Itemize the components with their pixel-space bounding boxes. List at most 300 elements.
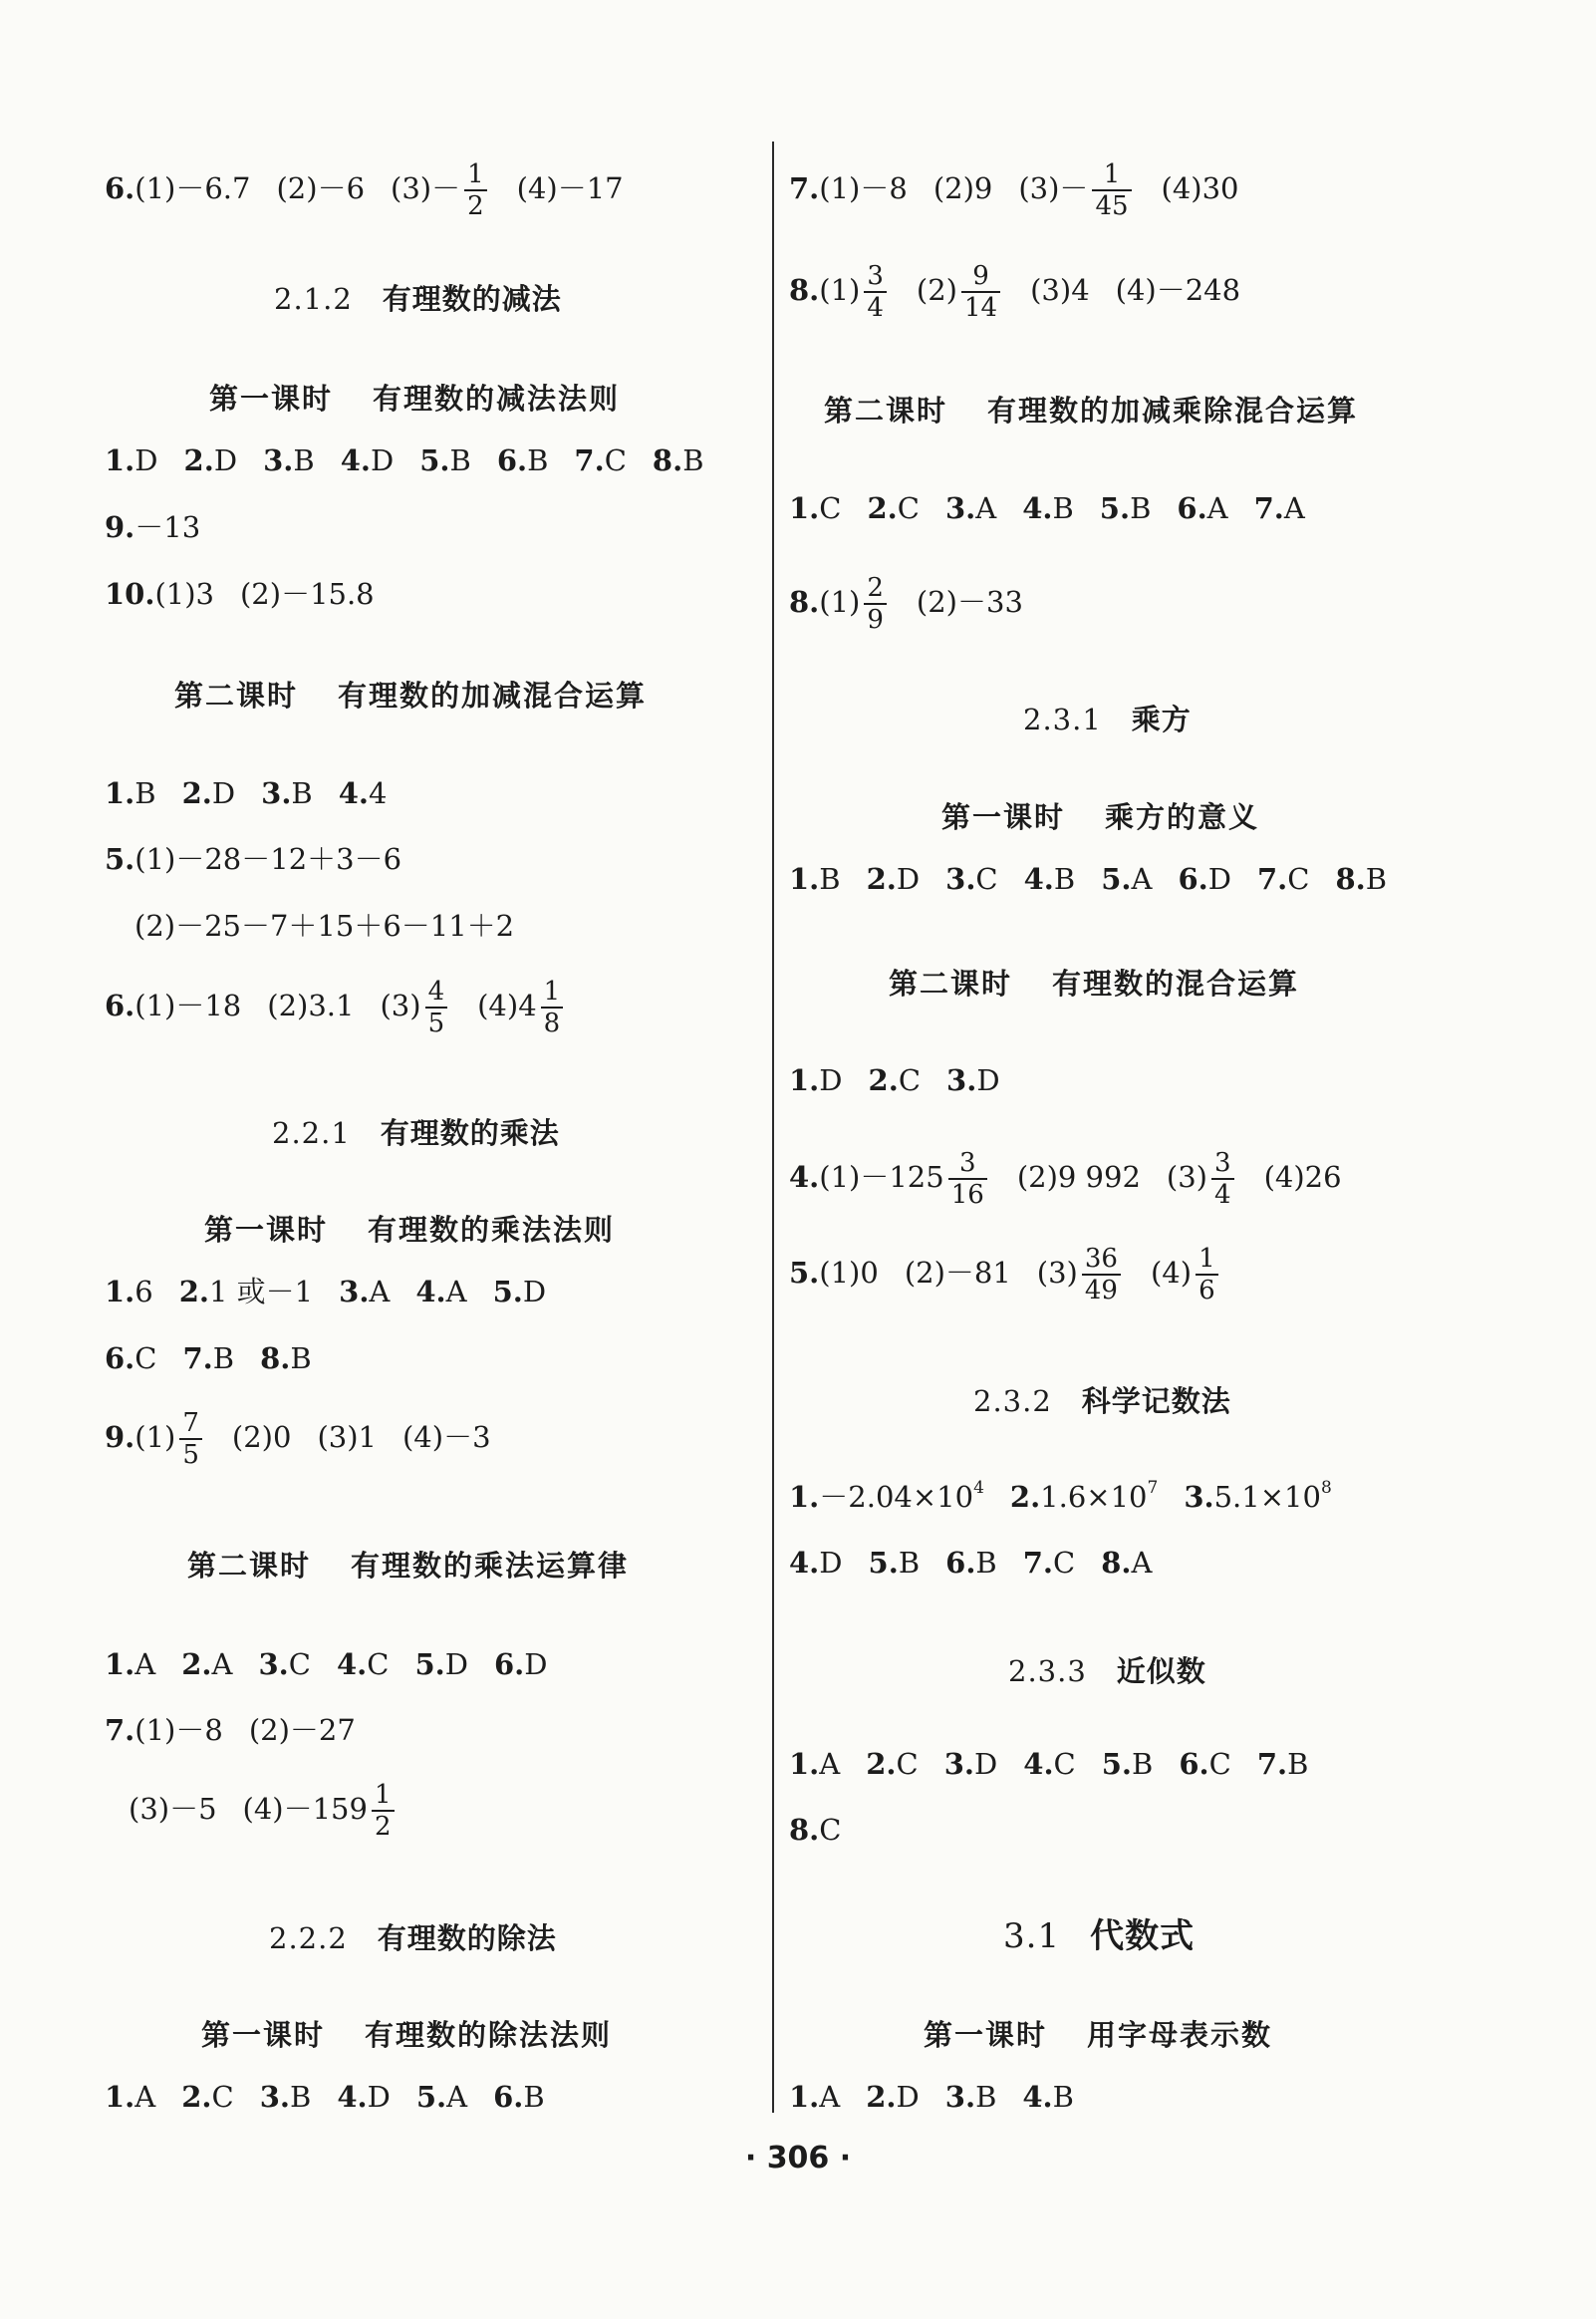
answer-item (337, 2080, 391, 2114)
answer-value: C (288, 1647, 311, 1681)
answer-line-l10 (105, 1340, 312, 1376)
answer-item (339, 776, 388, 810)
answer-part: C (819, 1813, 842, 1847)
answer-part: (3) (1166, 1160, 1208, 1194)
numerator: 36 (1084, 1244, 1118, 1274)
section-heading-3-1 (1003, 1908, 1195, 1957)
question-number: 5. (492, 1275, 523, 1308)
answer-value: B (819, 862, 841, 896)
answer-line-r8 (789, 1244, 1222, 1305)
answer-line-r9 (789, 1479, 1332, 1515)
answer-value: C (897, 491, 920, 525)
answer-value: B (1053, 862, 1076, 896)
answer-item (789, 1546, 843, 1580)
lesson-title: 乘方的意义 (1105, 800, 1260, 834)
fraction (1211, 1148, 1234, 1210)
answer-item (866, 2080, 920, 2114)
answer-value: D (896, 862, 921, 896)
answer-value: B (975, 2080, 997, 2114)
denominator: 5 (179, 1438, 202, 1470)
answer-item (1022, 491, 1074, 525)
answer-part: (2) (916, 273, 958, 307)
answer-part: (1)－6.7 (134, 171, 251, 205)
answer-value: B (290, 1341, 312, 1375)
section-number: 3.1 (1003, 1916, 1061, 1956)
answer-item (182, 1341, 234, 1375)
question-number: 4. (338, 776, 370, 810)
question-number: 2. (868, 1063, 899, 1097)
question-number: 1. (789, 1747, 820, 1781)
answer-item (258, 1647, 310, 1681)
question-number: 5. (1099, 491, 1131, 525)
answer-value: B (293, 443, 315, 477)
numerator: 2 (867, 573, 884, 603)
question-number: 4. (789, 1546, 820, 1580)
answer-item (945, 862, 997, 896)
section-heading-2-3-1 (1023, 698, 1192, 738)
question-number: 8. (1335, 862, 1366, 896)
numerator: 1 (1103, 159, 1121, 189)
lesson-label: 第一课时 (201, 2018, 326, 2052)
answer-value: A (446, 2080, 468, 2114)
answer-item (945, 1546, 997, 1580)
fraction (464, 159, 487, 221)
answer-item (1257, 1747, 1309, 1781)
answer-item (263, 443, 315, 477)
answer-item (337, 1647, 389, 1681)
answer-part: (2)3.1 (267, 989, 355, 1022)
answer-value: D (367, 2080, 391, 2114)
answer-value: C (1287, 862, 1310, 896)
denominator: 45 (1092, 189, 1131, 221)
answer-item (497, 443, 549, 477)
answer-line-l12 (105, 1646, 548, 1682)
question-number: 6. (945, 1546, 976, 1580)
answer-item (182, 776, 236, 810)
page-number-dot: · (744, 2141, 757, 2175)
answer-item (1023, 1546, 1075, 1580)
lesson-label: 第二课时 (824, 394, 948, 428)
lesson-heading (209, 377, 620, 418)
answer-part: (1) (819, 273, 861, 307)
section-title: 科学记数法 (1081, 1384, 1231, 1418)
answer-item (105, 443, 158, 477)
answer-part: (1)－8 (819, 171, 908, 205)
lesson-title: 有理数的乘法运算律 (351, 1549, 630, 1583)
question-number: 7. (574, 443, 605, 477)
answer-value: A (134, 2080, 156, 2114)
answer-value: D (524, 1647, 548, 1681)
answer-item (415, 1275, 466, 1308)
answer-item (419, 443, 471, 477)
answer-line-r3 (789, 490, 1305, 526)
answer-item (653, 443, 704, 477)
answer-item (789, 491, 841, 525)
fraction (864, 261, 887, 323)
answer-part: (2)－33 (916, 585, 1023, 619)
answer-part: (1)－8 (134, 1713, 223, 1747)
answer-item (789, 1747, 840, 1781)
answer-item (105, 776, 156, 810)
answer-part: (4)－3 (401, 1420, 491, 1454)
answer-part: (4) (1150, 1256, 1193, 1290)
question-number: 1. (789, 1063, 820, 1097)
answer-item (1179, 1747, 1230, 1781)
answer-part: (4)26 (1263, 1160, 1342, 1194)
question-number: 3. (339, 1275, 370, 1308)
question-number: 3. (263, 443, 294, 477)
numerator: 3 (867, 261, 884, 291)
question-number: 2. (866, 1747, 897, 1781)
answer-part: (2)9 992 (1016, 1160, 1141, 1194)
lesson-heading (201, 2013, 612, 2054)
lesson-heading (824, 389, 1358, 430)
question-number: 2. (183, 443, 214, 477)
question-number: 6. (105, 1341, 135, 1375)
answer-part: (1)－28－12＋3－6 (134, 842, 402, 876)
answer-line-l13 (105, 1712, 356, 1748)
answer-line-l3 (105, 509, 200, 545)
answer-line-l2 (105, 442, 704, 478)
section-number: 2.3.1 (1023, 703, 1102, 736)
answer-part: (2)－81 (904, 1256, 1011, 1290)
answer-value: B (449, 443, 471, 477)
fraction (864, 573, 887, 635)
question-number: 3. (945, 862, 976, 896)
answer-item (789, 862, 841, 896)
answer-value: A (369, 1275, 391, 1308)
answer-item (339, 1275, 390, 1308)
question-number: 3. (258, 1647, 289, 1681)
answer-part: (2)－27 (248, 1713, 356, 1747)
lesson-title: 有理数的除法法则 (365, 2018, 613, 2052)
answer-value: D (134, 443, 158, 477)
fraction (179, 1408, 202, 1470)
answer-part: (4)－248 (1115, 273, 1241, 307)
question-number: 3. (943, 1747, 974, 1781)
lesson-heading (187, 1544, 629, 1585)
question-number: 3. (944, 491, 976, 525)
answer-value: B (975, 1546, 997, 1580)
question-number: 4. (789, 1160, 820, 1194)
section-title: 有理数的减法 (382, 282, 562, 316)
answer-value: A (445, 1275, 467, 1308)
answer-item (341, 443, 395, 477)
answer-value: D (976, 1063, 1000, 1097)
question-number: 1. (105, 1647, 135, 1681)
answer-item (260, 2080, 312, 2114)
denominator: 4 (1211, 1178, 1234, 1210)
answer-value: C (896, 1747, 919, 1781)
denominator: 5 (425, 1007, 448, 1038)
answer-value: B (1052, 2080, 1074, 2114)
section-number: 2.1.2 (274, 282, 353, 316)
answer-item (1022, 2080, 1074, 2114)
question-number: 7. (1022, 1546, 1054, 1580)
answer-line-r11 (789, 1746, 1308, 1782)
answer-line-r5 (789, 861, 1387, 897)
lesson-label: 第一课时 (209, 382, 334, 416)
answer-line-r6 (789, 1062, 1000, 1098)
numerator: 3 (958, 1148, 976, 1178)
answer-item (945, 491, 996, 525)
question-number: 3. (1184, 1480, 1214, 1514)
question-number: 8. (1101, 1546, 1132, 1580)
answer-value: C (367, 1647, 390, 1681)
answer-line-r4 (789, 573, 1023, 635)
question-number: 7. (1256, 1747, 1288, 1781)
page-number-value: 306 (766, 2141, 830, 2175)
answer-value: D (819, 1063, 843, 1097)
numerator: 7 (182, 1408, 199, 1438)
column-divider (772, 142, 774, 2113)
answer-line-l6 (105, 841, 401, 877)
numerator: 1 (543, 977, 561, 1007)
answer-value: C (1208, 1747, 1231, 1781)
answer-value: D (896, 2080, 920, 2114)
question-number: 6. (105, 989, 135, 1022)
denominator: 9 (864, 603, 887, 635)
lesson-title: 用字母表示数 (1087, 2018, 1273, 2052)
answer-value: 1 或－1 (209, 1275, 314, 1308)
fraction (372, 1780, 395, 1842)
question-number: 5. (419, 443, 450, 477)
answer-value: A (975, 491, 997, 525)
answer-line-l1 (105, 159, 624, 221)
exponent: 8 (1320, 1478, 1332, 1498)
answer-value: D (370, 443, 395, 477)
answer-value: A (134, 1647, 156, 1681)
answer-value: C (898, 1063, 922, 1097)
lesson-title: 有理数的乘法法则 (368, 1213, 616, 1247)
answer-value: D (213, 443, 238, 477)
question-number: 2. (178, 1275, 210, 1308)
answer-item (1177, 491, 1227, 525)
answer-value: C (819, 491, 842, 525)
answer-item (867, 491, 919, 525)
lesson-title: 有理数的加减混合运算 (338, 679, 648, 713)
answer-part: (3)1 (317, 1420, 377, 1454)
answer-part: (4)－159 (242, 1792, 368, 1826)
question-number: 4. (336, 1647, 368, 1681)
lesson-heading (174, 674, 647, 715)
answer-value: 6 (134, 1275, 153, 1308)
section-number: 2.2.1 (272, 1116, 351, 1150)
denominator: 6 (1196, 1274, 1218, 1305)
question-number: 1. (105, 443, 135, 477)
question-number: 5. (414, 1647, 445, 1681)
lesson-label: 第二课时 (174, 679, 299, 713)
denominator: 16 (948, 1178, 987, 1210)
question-number: 6. (493, 1647, 525, 1681)
answer-part: (3) (380, 989, 421, 1022)
answer-item (261, 776, 313, 810)
answer-value: B (290, 2080, 312, 2114)
answer-item (1100, 491, 1152, 525)
denominator: 14 (961, 291, 1000, 323)
answer-value: B (291, 776, 313, 810)
answer-item (1178, 862, 1231, 896)
answer-item (789, 2080, 840, 2114)
fraction (425, 977, 448, 1038)
answer-part: (2)－6 (276, 171, 366, 205)
answer-item (493, 2080, 545, 2114)
question-number: 9. (105, 1420, 135, 1454)
answer-part: (2)－15.8 (239, 577, 375, 611)
answer-value: A (819, 1747, 841, 1781)
question-number: 1. (789, 2080, 820, 2114)
answer-value: B (523, 2080, 545, 2114)
denominator: 2 (372, 1810, 395, 1842)
answer-value: A (1283, 491, 1305, 525)
fraction (948, 1148, 987, 1210)
answer-item (866, 1747, 918, 1781)
question-number: 8. (789, 1813, 820, 1847)
question-number: 5. (105, 842, 135, 876)
question-number: 2. (181, 776, 212, 810)
answer-part: 5.1×10 (1213, 1480, 1321, 1514)
answer-item (1023, 1747, 1075, 1781)
question-number: 4. (415, 1275, 446, 1308)
answer-item (181, 2080, 233, 2114)
answer-value: C (211, 2080, 234, 2114)
answer-value: A (819, 2080, 841, 2114)
question-number: 4. (1023, 1747, 1054, 1781)
answer-value: C (1053, 1747, 1076, 1781)
answer-value: B (1130, 491, 1152, 525)
answer-part: (1)0 (819, 1256, 879, 1290)
denominator: 2 (464, 189, 487, 221)
answer-value: B (134, 776, 156, 810)
answer-item (414, 1647, 468, 1681)
question-number: 7. (1253, 491, 1284, 525)
answer-item (181, 1647, 232, 1681)
question-number: 4. (1022, 2080, 1053, 2114)
section-title: 近似数 (1116, 1654, 1206, 1688)
answer-part: (3)－ (1018, 171, 1089, 205)
lesson-heading (941, 795, 1259, 836)
answer-item (260, 1341, 312, 1375)
section-title: 有理数的除法 (377, 1921, 557, 1955)
answer-item (1335, 862, 1387, 896)
question-number: 6. (1178, 862, 1208, 896)
answer-part: (2)9 (932, 171, 993, 205)
section-title: 有理数的乘法 (380, 1116, 560, 1150)
question-number: 4. (1022, 491, 1053, 525)
fraction (961, 261, 1000, 323)
question-number: 1. (105, 1275, 135, 1308)
fraction (1082, 1244, 1121, 1305)
answer-item (105, 2080, 155, 2114)
answer-value: D (211, 776, 236, 810)
answer-value: B (1132, 1747, 1154, 1781)
answer-line-l5 (105, 775, 387, 811)
question-number: 5. (1101, 862, 1132, 896)
lesson-heading (204, 1208, 615, 1249)
question-number: 7. (789, 171, 820, 205)
answer-value: D (819, 1546, 843, 1580)
question-number: 8. (789, 273, 820, 307)
answer-item (1101, 862, 1152, 896)
answer-item (184, 443, 238, 477)
answer-value: C (975, 862, 998, 896)
question-number: 5. (415, 2080, 447, 2114)
question-number: 10. (105, 577, 155, 611)
question-number: 8. (652, 443, 683, 477)
denominator: 4 (864, 291, 887, 323)
question-number: 5. (868, 1546, 899, 1580)
lesson-label: 第二课时 (187, 1549, 312, 1583)
page-number (0, 2141, 1596, 2175)
answer-part: 1.6×10 (1040, 1480, 1148, 1514)
answer-item (494, 1647, 548, 1681)
question-number: 8. (260, 1341, 291, 1375)
answer-item (946, 1063, 1000, 1097)
numerator: 1 (374, 1780, 392, 1810)
numerator: 3 (1214, 1148, 1231, 1178)
answer-item (1101, 1546, 1152, 1580)
question-number: 4. (337, 2080, 368, 2114)
answer-part: (4)4 (477, 989, 537, 1022)
answer-part: (1) (134, 1420, 176, 1454)
fraction (1092, 159, 1131, 221)
question-number: 3. (946, 1063, 977, 1097)
numerator: 9 (972, 261, 989, 291)
question-number: 2. (867, 491, 898, 525)
answer-item (416, 2080, 467, 2114)
answer-part: (3) (1036, 1256, 1078, 1290)
question-number: 4. (1023, 862, 1054, 896)
question-number: 1. (789, 1480, 820, 1514)
answer-item (944, 1747, 998, 1781)
answer-item (869, 1546, 921, 1580)
answer-part: (1) (819, 585, 861, 619)
lesson-title: 有理数的混合运算 (1052, 967, 1300, 1001)
answer-item (1257, 862, 1309, 896)
numerator: 1 (1198, 1244, 1215, 1274)
answer-item (179, 1275, 313, 1308)
section-heading-2-2-1 (272, 1111, 560, 1152)
answer-value: B (682, 443, 704, 477)
answer-value: B (1052, 491, 1074, 525)
section-heading-2-3-2 (973, 1379, 1231, 1420)
answer-value: A (1131, 1546, 1153, 1580)
answer-part: (3)－ (391, 171, 461, 205)
answer-value: D (444, 1647, 468, 1681)
denominator: 49 (1082, 1274, 1121, 1305)
answer-item (1024, 862, 1076, 896)
question-number: 6. (105, 171, 135, 205)
question-number: 9. (105, 510, 135, 544)
answer-value: 4 (369, 776, 388, 810)
answer-item (105, 1647, 155, 1681)
lesson-label: 第一课时 (924, 2018, 1048, 2052)
answer-item (867, 862, 921, 896)
question-number: 6. (493, 2080, 524, 2114)
answer-line-r10 (789, 1545, 1152, 1581)
answer-line-l15 (105, 2079, 545, 2115)
answer-value: B (898, 1546, 921, 1580)
lesson-title: 有理数的减法法则 (373, 382, 621, 416)
question-number: 3. (261, 776, 292, 810)
question-number: 6. (1177, 491, 1207, 525)
lesson-label: 第一课时 (941, 800, 1066, 834)
answer-line-l9 (105, 1274, 546, 1309)
section-heading-2-1-2 (274, 277, 562, 318)
question-number: 6. (496, 443, 528, 477)
question-number: 3. (259, 2080, 290, 2114)
section-title: 乘方 (1131, 703, 1192, 736)
